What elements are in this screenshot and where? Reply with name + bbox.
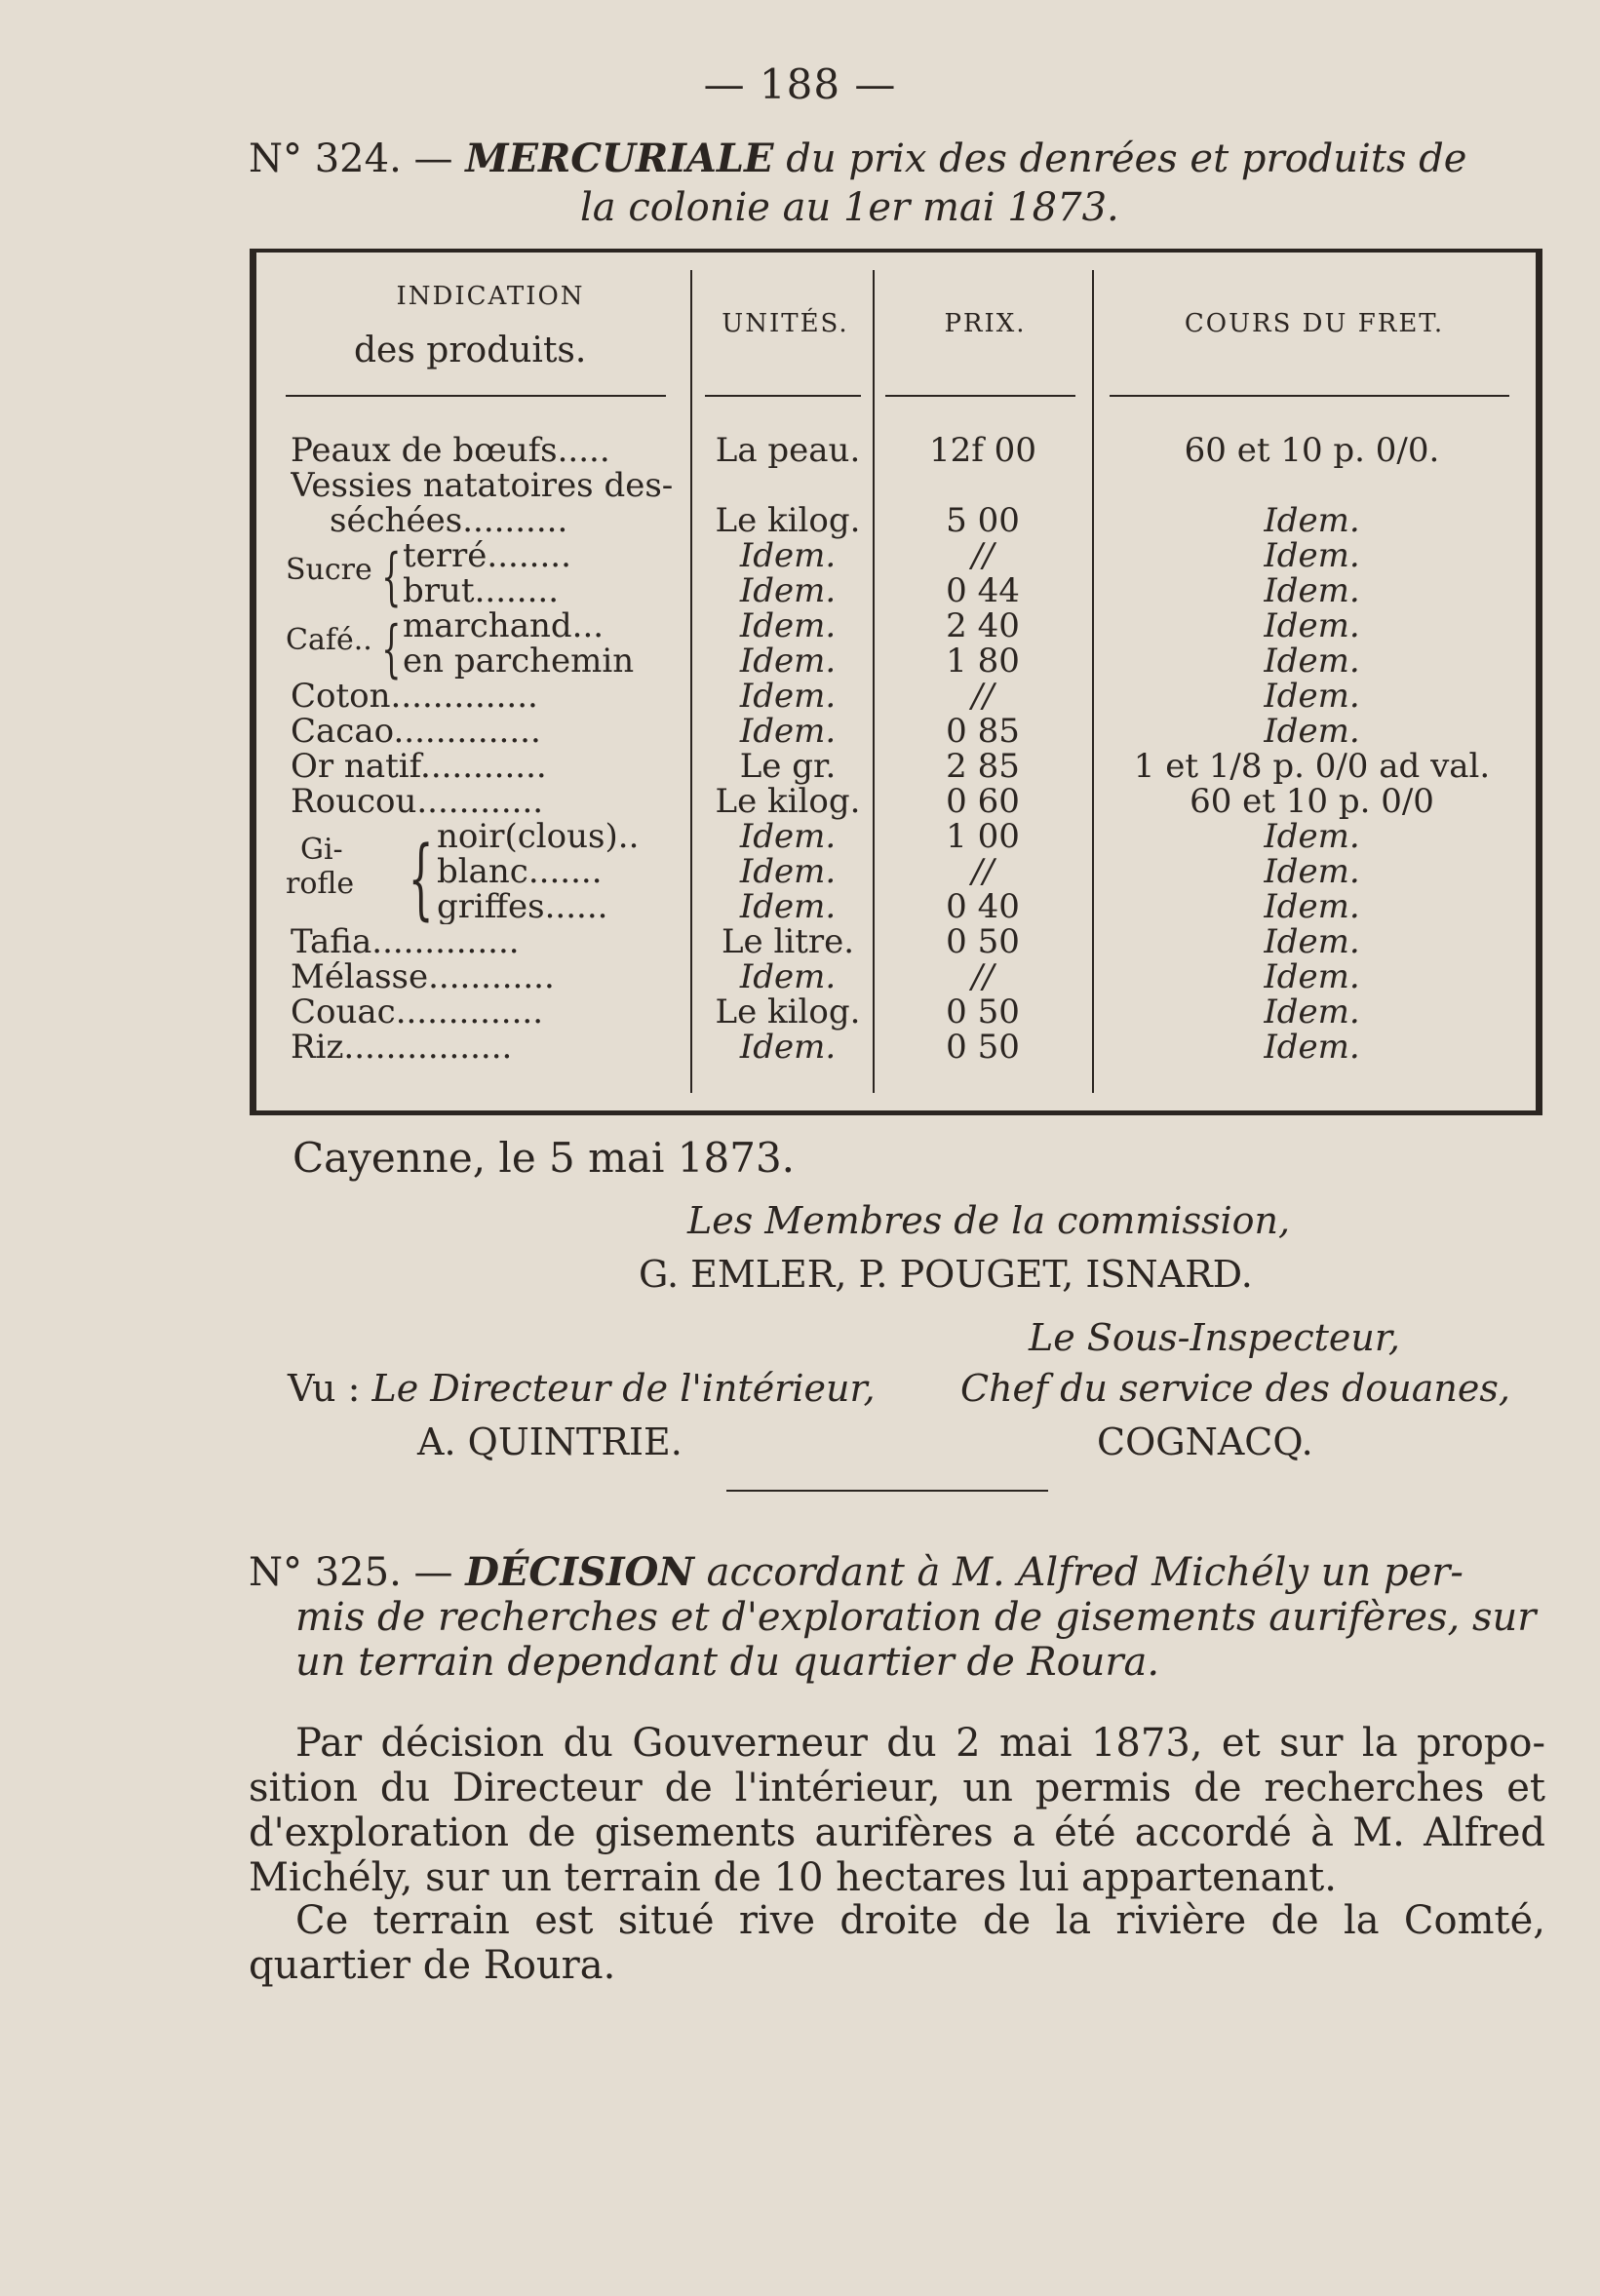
act-325-number: N° 325. [249, 1550, 402, 1595]
table-row: Roucou............ Le kilog. 0 60 60 et 10 p. 0/0 [291, 782, 1434, 821]
header-rule [885, 395, 1075, 397]
table-row: marchand... Idem. 2 40 Idem. [403, 606, 1360, 645]
act-325-heading: N° 325. — DÉCISION accordant à M. Alfred Michély un per- mis de recherches et d'exploration de gisements aurifères, sur un terrain dependant du quartier de Roura. [249, 1549, 1537, 1685]
group-label-cafe: Café.. [286, 623, 372, 657]
commission-members: G. EMLER, P. POUGET, ISNARD. [639, 1253, 1253, 1296]
quintrie-name: A. QUINTRIE. [417, 1420, 683, 1463]
heading-dash: — [413, 136, 453, 181]
table-row: Mélasse............ Idem. // Idem. [291, 957, 1360, 996]
table-row: Peaux de bœufs..... La peau. 12f 00 60 et 10 p. 0/0. [291, 431, 1440, 470]
heading-subtitle-1: du prix des denrées et produits de [786, 136, 1467, 181]
table-row: Coton.............. Idem. // Idem. [291, 677, 1360, 716]
header-rule [286, 395, 666, 397]
header-produits: des produits. [354, 331, 587, 370]
table-row: en parchemin Idem. 1 80 Idem. [403, 642, 1360, 681]
section-divider [726, 1490, 1048, 1492]
header-cours: COURS DU FRET. [1184, 309, 1445, 338]
group-label-girofle-2: rofle [286, 867, 355, 901]
table-row: Vessies natatoires des- [291, 468, 674, 503]
price-table [250, 249, 1542, 1115]
table-row: griffes...... Idem. 0 40 Idem. [437, 887, 1360, 926]
table-row: brut........ Idem. 0 44 Idem. [403, 571, 1360, 610]
brace-cafe: { [381, 613, 402, 685]
header-rule [1110, 395, 1509, 397]
table-row: noir(clous).. Idem. 1 00 Idem. [437, 817, 1360, 856]
directeur-label: Le Directeur de l'intérieur, [371, 1367, 876, 1410]
act-324-heading [249, 135, 1545, 232]
table-row: Or natif............ Le gr. 2 85 1 et 1/8 p. 0/0 ad val. [291, 747, 1491, 786]
commission-label: Les Membres de la commission, [687, 1199, 1291, 1242]
brace-sucre: { [381, 541, 402, 613]
decision-paragraph-1: Par décision du Gouverneur du 2 mai 1873, et sur la propo- sition du Directeur de l'intérieur, un permis de recherches et d'exploration de gisements aurifères a été accordé à M. Alfred Michély, sur un terrain de 10 hectares lui appartenant. [249, 1721, 1545, 1900]
table-row: Cacao.............. Idem. 0 85 Idem. [291, 712, 1360, 751]
table-row: Couac.............. Le kilog. 0 50 Idem. [291, 992, 1360, 1031]
sous-inspecteur-label: Le Sous-Inspecteur, [1029, 1316, 1400, 1359]
group-label-girofle-1: Gi- [300, 833, 343, 867]
table-row: blanc....... Idem. // Idem. [437, 852, 1360, 891]
place-date: Cayenne, le 5 mai 1873. [293, 1134, 796, 1182]
header-indication: INDICATION [396, 282, 585, 311]
decision-paragraph-2: Ce terrain est situé rive droite de la rivière de la Comté, quartier de Roura. [249, 1898, 1545, 1988]
header-prix: PRIX. [944, 309, 1027, 338]
chef-label: Chef du service des douanes, [960, 1367, 1510, 1410]
cognacq-name: COGNACQ. [1097, 1420, 1313, 1463]
heading-subtitle-2: la colonie au 1er mai 1873. [580, 185, 1119, 230]
decision-title: DÉCISION [465, 1549, 694, 1595]
brace-girofle: { [408, 828, 434, 930]
table-row: séchées.......... Le kilog. 5 00 Idem. [330, 501, 1360, 540]
act-number: N° 324. [249, 136, 402, 181]
heading-title: MERCURIALE [465, 136, 774, 181]
table-row: terré........ Idem. // Idem. [403, 536, 1360, 575]
table-row: Riz................ Idem. 0 50 Idem. [291, 1028, 1360, 1067]
group-label-sucre: Sucre [286, 553, 372, 587]
page-number: — 188 — [703, 60, 897, 108]
table-row: Tafia.............. Le litre. 0 50 Idem. [291, 922, 1360, 961]
header-rule [705, 395, 861, 397]
vu-label: Vu : Le Directeur de l'intérieur, [288, 1367, 876, 1410]
header-unites: UNITÉS. [722, 309, 849, 338]
